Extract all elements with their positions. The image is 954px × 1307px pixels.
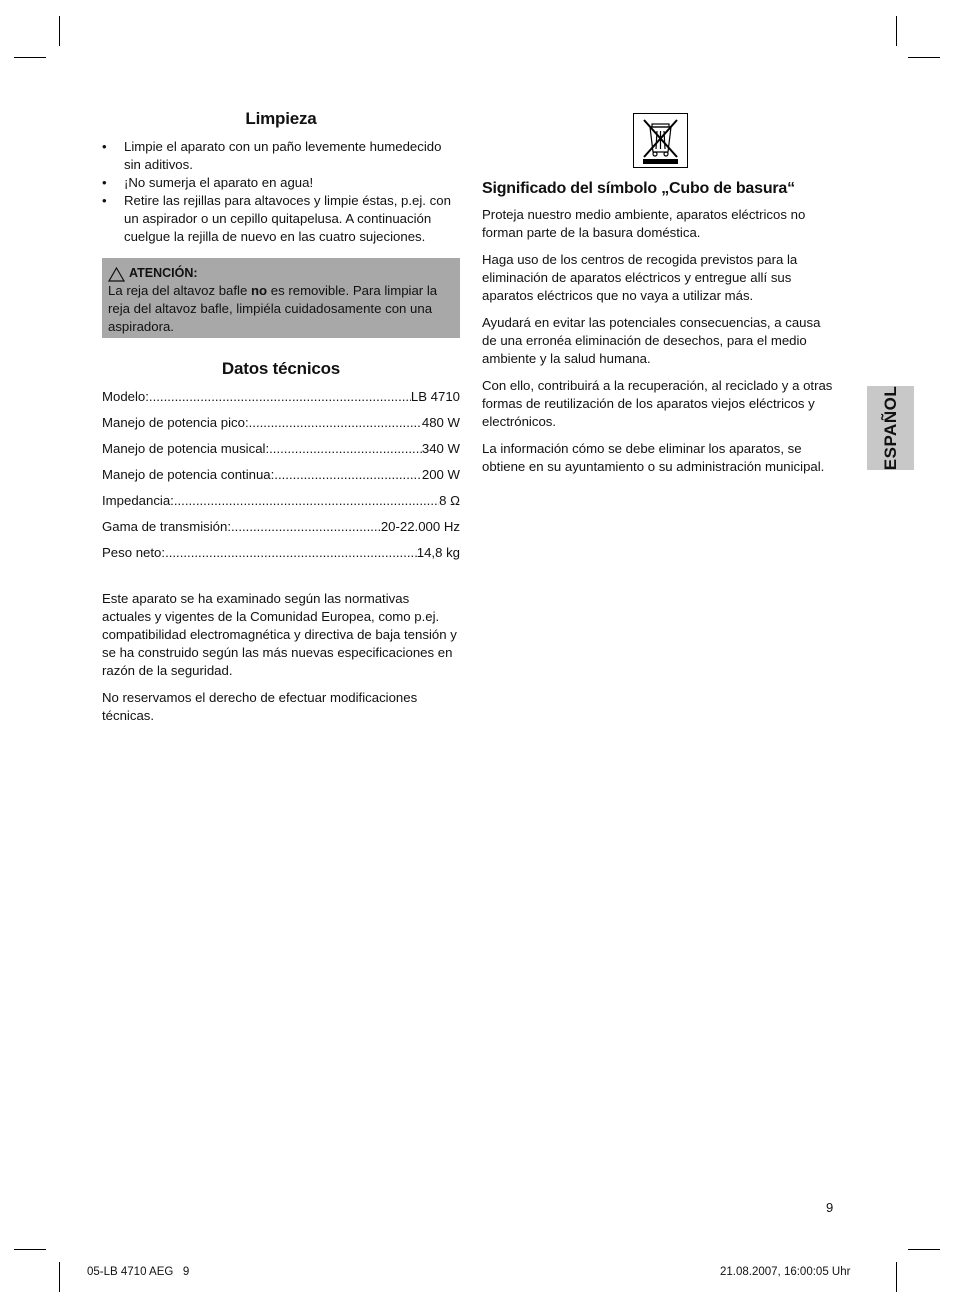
- attention-box: [102, 258, 460, 338]
- simbolo-paragraph: Proteja nuestro medio ambiente, aparatos eléctricos no forman parte de la basura doméstica.: [482, 207, 806, 240]
- simbolo-paragraph: La información cómo se debe eliminar los aparatos, se obtiene en su ayuntamiento o su administración municipal.: [482, 441, 825, 474]
- list-item: • Limpie el aparato con un paño levemente humedecido sin aditivos.: [102, 139, 442, 172]
- simbolo-paragraph: Ayudará en evitar las potenciales consecuencias, a causa de una erronéa eliminación de desechos, para el medio ambiente y la salud humana.: [482, 315, 821, 366]
- footer-left: 05-LB 4710 AEG 9: [87, 1266, 190, 1278]
- limpieza-heading: Limpieza: [245, 109, 317, 128]
- attention-title: ATENCIÓN:: [108, 264, 452, 282]
- simbolo-heading: Significado del símbolo „Cubo de basura“: [482, 180, 795, 197]
- crop-mark: [896, 1262, 897, 1292]
- crop-mark: [896, 16, 897, 46]
- simbolo-paragraph: Haga uso de los centros de recogida previstos para la eliminación de aparatos eléctricos y entregue allí sus aparatos eléctricos que no vaya a utilizar más.: [482, 252, 798, 303]
- list-item: • ¡No sumerja el aparato en agua!: [102, 175, 314, 190]
- left-column: [102, 110, 460, 734]
- crop-mark: [908, 57, 940, 58]
- page-number: 9: [826, 1200, 834, 1215]
- datos-heading: Datos técnicos: [221, 359, 341, 378]
- spec-row: Gama de transmisión: ..... 20-22.000 Hz: [102, 518, 460, 544]
- crop-mark: [14, 57, 46, 58]
- spec-table: [102, 388, 460, 570]
- crop-mark: [59, 16, 60, 46]
- spec-row: Modelo: ..... LB 4710: [102, 388, 460, 414]
- simbolo-paragraph: Con ello, contribuirá a la recuperación, al reciclado y a otras formas de reutilización de los aparatos viejos eléctricos y electrónicos.: [482, 378, 833, 429]
- crop-mark: [59, 1262, 60, 1292]
- ce-conformity-text: Este aparato se ha examinado según las normativas actuales y vigentes de la Comunidad Europea, como p.ej. compatibilidad electromagnética y directiva de baja tensión y se ha construido según las más nuevas especificaciones en razón de la seguridad.: [102, 591, 457, 678]
- spec-row: Manejo de potencia musical: ..... 340 W: [102, 440, 460, 466]
- right-column: [482, 110, 834, 485]
- language-tab-label: ESPAÑOL: [880, 385, 900, 471]
- warning-triangle-icon: [108, 267, 125, 282]
- language-tab: [867, 386, 914, 470]
- attention-text: La reja del altavoz bafle no es removible. Para limpiar la reja del altavoz bafle, limpiéla cuidadosamente con una aspiradora.: [108, 283, 438, 334]
- spec-row: Impedancia: ..... 8 Ω: [102, 492, 460, 518]
- spec-row: Manejo de potencia continua: ..... 200 W: [102, 466, 460, 492]
- bullet-glyph: •: [102, 175, 107, 190]
- crop-mark: [14, 1249, 46, 1250]
- footer-right: 21.08.2007, 16:00:05 Uhr: [720, 1266, 851, 1278]
- limpieza-list: [102, 138, 460, 246]
- spec-row: Peso neto: ..... 14,8 kg: [102, 544, 460, 570]
- reserve-text: No reservamos el derecho de efectuar modificaciones técnicas.: [102, 690, 418, 723]
- spec-row: Manejo de potencia pico: ..... 480 W: [102, 414, 460, 440]
- list-item: • Retire las rejillas para altavoces y limpie éstas, p.ej. con un aspirador o un cepillo quitapelusa. A continuación cuelgue la rejilla de nuevo en las cuatro sujeciones.: [102, 193, 451, 244]
- bullet-glyph: •: [102, 139, 107, 154]
- crop-mark: [908, 1249, 940, 1250]
- bullet-glyph: •: [102, 193, 107, 208]
